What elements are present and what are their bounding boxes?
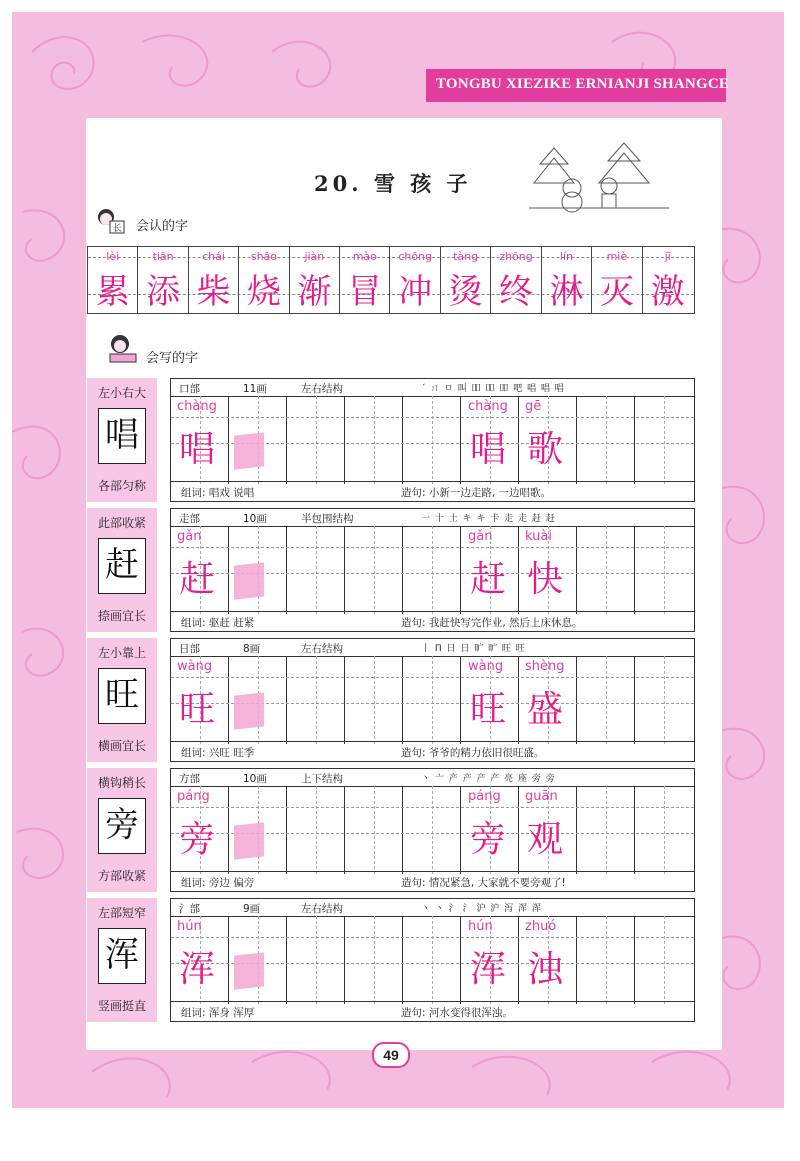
recognize-grid	[87, 246, 695, 314]
recognize-cell	[491, 247, 541, 313]
writing-cell[interactable]	[345, 526, 403, 614]
structure: 左右结构	[301, 903, 343, 915]
recognize-char: 烧	[246, 272, 281, 312]
recognize-char: 冒	[347, 272, 382, 312]
stroke-order: 丶 亠 产 产 产 产 亮 座 旁 旁	[421, 774, 556, 784]
faded-trace-char	[234, 692, 264, 729]
word-pinyin-2: guān	[525, 789, 558, 804]
faded-trace-char	[234, 952, 264, 989]
writing-cell[interactable]	[635, 916, 693, 1004]
stroke-count: 11画	[243, 383, 267, 395]
word-pinyin-1: gǎn	[468, 529, 493, 544]
model-char-box	[98, 538, 146, 594]
writing-cell[interactable]	[345, 916, 403, 1004]
word-char-1: 赶	[470, 559, 507, 600]
word-char-2: 快	[527, 559, 564, 600]
recognize-char: 添	[146, 272, 181, 312]
recognize-pinyin: chái	[202, 250, 225, 263]
cell-midline	[432, 916, 433, 1004]
word-examples: 组词: 唱戏 说唱	[181, 487, 255, 499]
word-char-2: 歌	[527, 429, 564, 470]
recognize-section-label: 会认的字	[136, 219, 189, 234]
word-pinyin-1: chàng	[468, 399, 508, 414]
writing-cell[interactable]	[403, 526, 461, 614]
word-examples: 组词: 浑身 浑厚	[181, 1007, 255, 1019]
cell-midline	[432, 526, 433, 614]
cell-midline	[606, 526, 607, 614]
word-pinyin-1: wàng	[468, 659, 504, 674]
char-pinyin: hún	[177, 919, 202, 934]
practice-grid	[170, 898, 695, 1022]
cell-midline	[316, 526, 317, 614]
trace-char: 旁	[179, 819, 216, 860]
example-sentence: 造句: 小新一边走路, 一边唱歌。	[401, 487, 552, 499]
char-pinyin: gǎn	[177, 529, 202, 544]
example-sentence: 造句: 河水变得很浑浊。	[401, 1007, 513, 1019]
model-char: 旁	[105, 805, 139, 845]
stroke-order: ˊ ㄇ ㅁ 叫 吅 吅 吅 吧 唱 唱 唱	[421, 384, 565, 394]
trace-char: 旺	[179, 689, 216, 730]
recognize-cell	[391, 247, 441, 313]
writing-block	[87, 768, 695, 892]
word-examples: 组词: 旁边 偏旁	[181, 877, 255, 889]
write-section-label: 会写的字	[146, 351, 199, 366]
writing-cell[interactable]	[287, 916, 345, 1004]
recognize-pinyin: jiàn	[304, 250, 325, 263]
recognize-cell	[88, 247, 138, 313]
structure: 左右结构	[301, 643, 343, 655]
stroke-count: 8画	[243, 643, 261, 655]
faded-trace-char	[234, 822, 264, 859]
word-pinyin-1: páng	[468, 789, 501, 804]
lesson-title: 20. 雪 孩 子	[314, 171, 472, 196]
tip-bottom: 捺画宜长	[97, 609, 146, 623]
practice-grid	[170, 768, 695, 892]
usage-row	[171, 481, 694, 501]
cell-midline	[316, 396, 317, 484]
recognize-char: 终	[499, 272, 534, 312]
cell-midline	[606, 786, 607, 874]
word-char-1: 旁	[470, 819, 507, 860]
model-char: 赶	[105, 545, 139, 585]
model-char-box	[98, 668, 146, 724]
writing-cell[interactable]	[635, 656, 693, 744]
reading-kid-icon	[92, 205, 126, 235]
pinyin-line	[171, 937, 694, 938]
writing-cell[interactable]	[577, 916, 635, 1004]
cell-midline	[664, 916, 665, 1004]
recognize-cell	[340, 247, 390, 313]
writing-cell[interactable]	[287, 396, 345, 484]
writing-cell[interactable]	[403, 786, 461, 874]
stroke-count: 10画	[243, 773, 267, 785]
recognize-char: 累	[95, 272, 130, 312]
cell-midline	[606, 656, 607, 744]
cell-midline	[316, 916, 317, 1004]
trace-char: 赶	[179, 559, 216, 600]
structure: 半包围结构	[301, 513, 354, 525]
tip-bottom: 方部收紧	[97, 869, 146, 883]
stroke-order: 丶 丶 氵 氵 沪 沪 泻 浑 浑	[421, 904, 542, 914]
pinyin-line	[171, 677, 694, 678]
recognize-char: 淋	[549, 272, 584, 312]
usage-row	[171, 1001, 694, 1021]
recognize-cell	[441, 247, 491, 313]
tip-top: 左小靠上	[97, 646, 146, 660]
recognize-cell	[643, 247, 693, 313]
recognize-char: 烫	[448, 272, 483, 312]
cell-midline	[606, 916, 607, 1004]
tip-panel	[87, 508, 157, 632]
example-sentence: 造句: 情况紧急, 大家就不要旁观了!	[401, 877, 566, 889]
model-char: 浑	[105, 935, 139, 975]
tip-top: 横钩稍长	[97, 776, 146, 790]
char-info-row	[171, 509, 694, 527]
cell-midline	[374, 396, 375, 484]
tip-top: 左小右大	[97, 386, 146, 400]
recognize-cell	[189, 247, 239, 313]
word-pinyin-2: kuài	[525, 529, 552, 544]
recognize-pinyin: zhōng	[499, 250, 533, 263]
example-sentence: 造句: 爷爷的精力依旧很旺盛。	[401, 747, 545, 759]
recognize-pinyin: tàng	[453, 250, 479, 263]
word-pinyin-1: hún	[468, 919, 493, 934]
writing-cell[interactable]	[635, 396, 693, 484]
recognize-char: 灭	[599, 272, 634, 312]
word-pinyin-2: shèng	[525, 659, 565, 674]
writing-cell[interactable]	[403, 656, 461, 744]
tip-panel	[87, 898, 157, 1022]
char-info-row	[171, 379, 694, 397]
cell-midline	[374, 786, 375, 874]
recognize-char: 柴	[196, 272, 231, 312]
cell-midline	[664, 396, 665, 484]
writing-cell[interactable]	[287, 526, 345, 614]
word-examples: 组词: 驱赶 赶紧	[181, 617, 255, 629]
cell-midline	[664, 526, 665, 614]
cell-midline	[374, 916, 375, 1004]
char-pinyin: wàng	[177, 659, 213, 674]
cell-midline	[432, 656, 433, 744]
model-char: 旺	[105, 675, 139, 715]
writing-cell[interactable]	[403, 916, 461, 1004]
cell-midline	[664, 786, 665, 874]
writing-block	[87, 898, 695, 1022]
faded-trace-char	[234, 562, 264, 599]
writing-cell[interactable]	[287, 786, 345, 874]
recognize-cell	[542, 247, 592, 313]
word-pinyin-2: gē	[525, 399, 542, 414]
pinyin-line	[171, 417, 694, 418]
model-char-box	[98, 408, 146, 464]
recognize-char: 渐	[297, 272, 332, 312]
svg-text:长: 长	[113, 224, 123, 234]
practice-grid	[170, 378, 695, 502]
writing-cell[interactable]	[577, 526, 635, 614]
usage-row	[171, 611, 694, 631]
recognize-char: 激	[650, 272, 685, 312]
writing-kid-icon	[102, 332, 142, 364]
pinyin-line	[171, 807, 694, 808]
cell-midline	[432, 396, 433, 484]
recognize-pinyin: shāo	[250, 250, 278, 263]
series-title: TONGBU XIEZIKE ERNIANJI SHANGCE	[436, 76, 730, 92]
writing-cell[interactable]	[635, 526, 693, 614]
writing-cell[interactable]	[345, 786, 403, 874]
writing-cell[interactable]	[403, 396, 461, 484]
word-char-2: 盛	[527, 689, 564, 730]
recognize-cell	[239, 247, 289, 313]
recognize-pinyin: lèi	[106, 250, 120, 263]
usage-row	[171, 871, 694, 891]
recognize-pinyin: lín	[559, 250, 573, 263]
recognize-char: 冲	[398, 272, 433, 312]
writing-cell[interactable]	[345, 396, 403, 484]
word-pinyin-2: zhuó	[525, 919, 557, 934]
word-char-1: 旺	[470, 689, 507, 730]
tip-top: 左部短窄	[97, 906, 146, 920]
char-info-row	[171, 899, 694, 917]
recognize-pinyin: chōng	[398, 250, 433, 263]
radical: 方部	[179, 773, 200, 785]
writing-block	[87, 378, 695, 502]
word-char-1: 唱	[470, 429, 507, 470]
writing-cell[interactable]	[577, 656, 635, 744]
trace-char: 唱	[179, 429, 216, 470]
faded-trace-char	[234, 432, 264, 469]
example-sentence: 造句: 我赶快写完作业, 然后上床休息。	[401, 617, 583, 629]
word-char-2: 浊	[527, 949, 564, 990]
snow-scene-illustration	[524, 138, 674, 218]
writing-block	[87, 508, 695, 632]
practice-grid	[170, 508, 695, 632]
practice-grid	[170, 638, 695, 762]
cell-midline	[606, 396, 607, 484]
cell-midline	[374, 656, 375, 744]
recognize-cell	[138, 247, 188, 313]
stroke-count: 10画	[243, 513, 267, 525]
radical: 日部	[179, 643, 200, 655]
model-char: 唱	[105, 415, 139, 455]
structure: 上下结构	[301, 773, 343, 785]
trace-char: 浑	[179, 949, 216, 990]
model-char-box	[98, 798, 146, 854]
page-number: 49	[372, 1042, 410, 1068]
tip-panel	[87, 768, 157, 892]
cell-midline	[374, 526, 375, 614]
stroke-order: 丨 П 日 日 旷 旷 旺 旺	[421, 644, 526, 654]
char-pinyin: chàng	[177, 399, 217, 414]
pinyin-line	[171, 547, 694, 548]
radical: 氵部	[179, 903, 200, 915]
word-examples: 组词: 兴旺 旺季	[181, 747, 255, 759]
writing-cell[interactable]	[577, 786, 635, 874]
recognize-cell	[290, 247, 340, 313]
cell-midline	[316, 656, 317, 744]
tip-bottom: 竖画挺直	[97, 999, 146, 1013]
cell-midline	[432, 786, 433, 874]
radical: 口部	[179, 383, 200, 395]
recognize-cell	[592, 247, 642, 313]
tip-bottom: 横画宜长	[97, 739, 146, 753]
tip-panel	[87, 378, 157, 502]
writing-cell[interactable]	[577, 396, 635, 484]
stroke-order: 一 十 土 キ キ 卡 走 走 赶 赶	[421, 514, 556, 524]
recognize-pinyin: miè	[606, 250, 628, 263]
char-info-row	[171, 639, 694, 657]
writing-cell[interactable]	[635, 786, 693, 874]
word-char-2: 观	[527, 819, 564, 860]
structure: 左右结构	[301, 383, 343, 395]
cell-midline	[664, 656, 665, 744]
word-char-1: 浑	[470, 949, 507, 990]
char-info-row	[171, 769, 694, 787]
recognize-pinyin: mào	[352, 250, 377, 263]
tip-bottom: 各部匀称	[97, 479, 146, 493]
recognize-pinyin: tiān	[152, 250, 174, 263]
writing-cell[interactable]	[287, 656, 345, 744]
tip-panel	[87, 638, 157, 762]
stroke-count: 9画	[243, 903, 261, 915]
cell-midline	[316, 786, 317, 874]
radical: 走部	[179, 513, 200, 525]
writing-block	[87, 638, 695, 762]
model-char-box	[98, 928, 146, 984]
recognize-pinyin: jī	[664, 250, 671, 263]
tip-top: 此部收紧	[97, 516, 146, 530]
writing-cell[interactable]	[345, 656, 403, 744]
char-pinyin: páng	[177, 789, 210, 804]
usage-row	[171, 741, 694, 761]
